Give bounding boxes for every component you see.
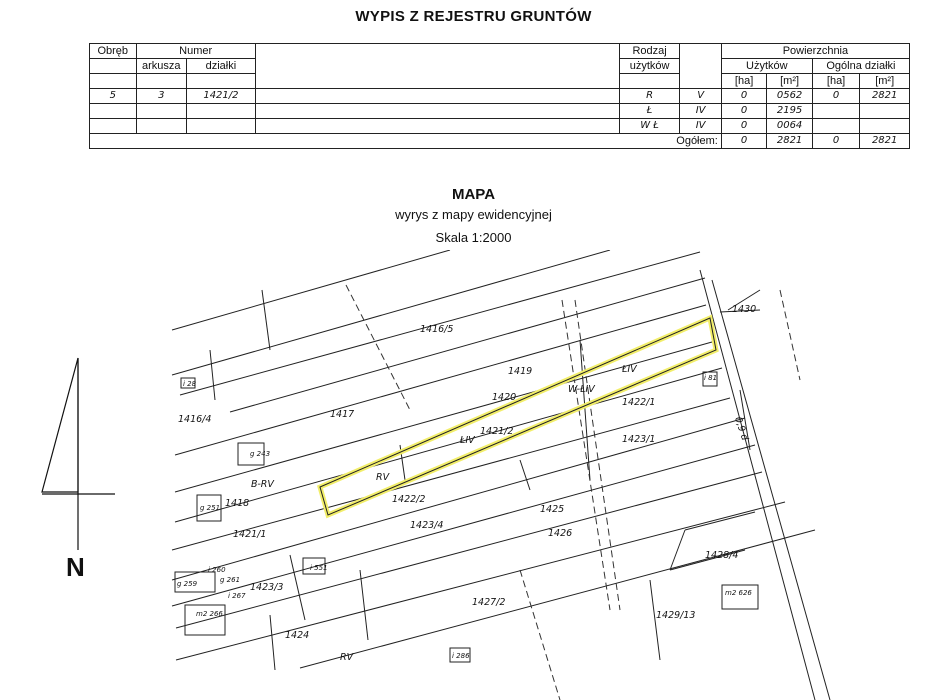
unit-m2: [m²]	[767, 74, 812, 89]
parcel-label: 1417	[330, 409, 355, 420]
cell-og-ha	[812, 119, 860, 134]
total-og-ha: 0	[812, 134, 860, 149]
building-label: i 551	[310, 564, 328, 572]
landuse-label: ŁIV	[460, 435, 475, 446]
cell-empty	[619, 74, 680, 89]
highlighted-parcel-outline	[320, 318, 716, 515]
cell-empty	[90, 74, 137, 89]
cell-arkusz: 3	[136, 89, 187, 104]
parcel-label: 1421/1	[233, 529, 267, 540]
header-row-1	[90, 44, 910, 59]
col-arkusza: arkusza	[136, 59, 187, 74]
col-obreb-blank	[90, 59, 137, 74]
parcel-label: 1429/13	[656, 610, 696, 621]
cell-klasa: IV	[680, 119, 721, 134]
landuse-label: RV	[376, 472, 390, 483]
cell-obreb: 5	[90, 89, 137, 104]
unit-ha: [ha]	[812, 74, 860, 89]
parcel-label: 1426	[548, 528, 573, 539]
cell-rodzaj: W Ł	[619, 119, 680, 134]
table-row	[90, 89, 910, 104]
parcel-label: 1423/1	[622, 434, 656, 445]
building-label: g 259	[177, 580, 198, 588]
map-scale: Skala 1:2000	[435, 230, 512, 245]
cell-rodzaj: Ł	[619, 104, 680, 119]
map-title: MAPA	[451, 186, 496, 203]
building-label: m2 626	[725, 589, 752, 597]
parcel-label: 1428/4	[705, 550, 739, 561]
parcel-label: 1420	[492, 392, 517, 403]
cell-ha: 0	[721, 119, 766, 134]
parcel-label: 1423/3	[250, 582, 284, 593]
land-register-table	[89, 43, 910, 149]
total-og-m2: 2821	[860, 134, 910, 149]
cell-ha: 0	[721, 89, 766, 104]
parcel-label: 1418	[225, 498, 250, 509]
col-dzialki: działki	[187, 59, 256, 74]
cell-empty	[136, 74, 187, 89]
building-label: m2 266	[196, 610, 223, 618]
cell-ha: 0	[721, 104, 766, 119]
cell-polozenie	[255, 104, 619, 119]
cell-m2: 2195	[767, 104, 812, 119]
cell-dzialka: 1421/2	[187, 89, 256, 104]
cell-klasa: IV	[680, 104, 721, 119]
landuse-label: W-ŁIV	[568, 384, 595, 395]
parcel-label: 1422/2	[392, 494, 426, 505]
parcel-label: 1422/1	[622, 397, 656, 408]
total-ha: 0	[721, 134, 766, 149]
building-label: g 261	[220, 576, 241, 584]
table-row	[90, 104, 910, 119]
parcel-label: 1430	[732, 304, 757, 315]
total-m2: 2821	[767, 134, 812, 149]
cell-og-m2	[860, 104, 910, 119]
road-label: 0,9 d	[732, 415, 751, 442]
cell-m2: 0064	[767, 119, 812, 134]
landuse-label: ŁIV	[622, 364, 637, 375]
cell-polozenie	[255, 119, 619, 134]
cell-arkusz	[136, 119, 187, 134]
col-uzytkow-area: Użytków	[721, 59, 812, 74]
landuse-label: B-RV	[251, 479, 274, 490]
cell-klasa: V	[680, 89, 721, 104]
cadastral-map	[0, 250, 947, 700]
cell-og-ha: 0	[812, 89, 860, 104]
building-label: i 28	[183, 380, 197, 388]
parcel-label: 1423/4	[410, 520, 444, 531]
cell-obreb	[90, 119, 137, 134]
highlighted-parcel	[320, 318, 716, 515]
col-powierzchnia: Powierzchnia	[721, 44, 909, 59]
north-label: N	[66, 552, 85, 582]
cell-og-m2: 2821	[860, 89, 910, 104]
building-label: i 81	[704, 374, 718, 382]
col-obreb: Obręb	[90, 44, 137, 59]
building-label: i 260	[208, 566, 226, 574]
landuse-label: RV	[340, 652, 354, 663]
parcel-label: 1416/4	[178, 414, 212, 425]
col-numer: Numer	[136, 44, 255, 59]
unit-m2: [m²]	[860, 74, 910, 89]
table-row	[90, 119, 910, 134]
parcel-label: 1416/5	[420, 324, 454, 335]
cell-polozenie	[255, 89, 619, 104]
cell-og-m2	[860, 119, 910, 134]
cell-m2: 0562	[767, 89, 812, 104]
parcel-label: 1421/2	[480, 426, 514, 437]
building-label: i 286	[452, 652, 470, 660]
cell-rodzaj: R	[619, 89, 680, 104]
building-label: g 251	[200, 504, 221, 512]
cell-obreb	[90, 104, 137, 119]
parcel-label: 1424	[285, 630, 310, 641]
cell-dzialka	[187, 104, 256, 119]
north-arrow-icon	[42, 358, 115, 550]
col-rodzaj: Rodzaj	[619, 44, 680, 59]
parcel-label: 1427/2	[472, 597, 506, 608]
col-ogolna: Ogólna działki	[812, 59, 909, 74]
cell-arkusz	[136, 104, 187, 119]
parcel-label: 1419	[508, 366, 533, 377]
total-row	[90, 134, 910, 149]
parcel-label: 1425	[540, 504, 565, 515]
cell-dzialka	[187, 119, 256, 134]
building-label: g 243	[250, 450, 271, 458]
building-label: i 267	[228, 592, 246, 600]
col-polozenie	[255, 44, 619, 89]
register-title: WYPIS Z REJESTRU GRUNTÓW	[355, 8, 592, 25]
cell-empty	[187, 74, 256, 89]
total-label: Ogółem:	[90, 134, 722, 149]
col-klasa-blank	[680, 44, 721, 89]
col-uzytkow: użytków	[619, 59, 680, 74]
map-lines	[172, 250, 830, 700]
cell-og-ha	[812, 104, 860, 119]
map-subtitle: wyrys z mapy ewidencyjnej	[395, 207, 552, 222]
unit-ha: [ha]	[721, 74, 766, 89]
